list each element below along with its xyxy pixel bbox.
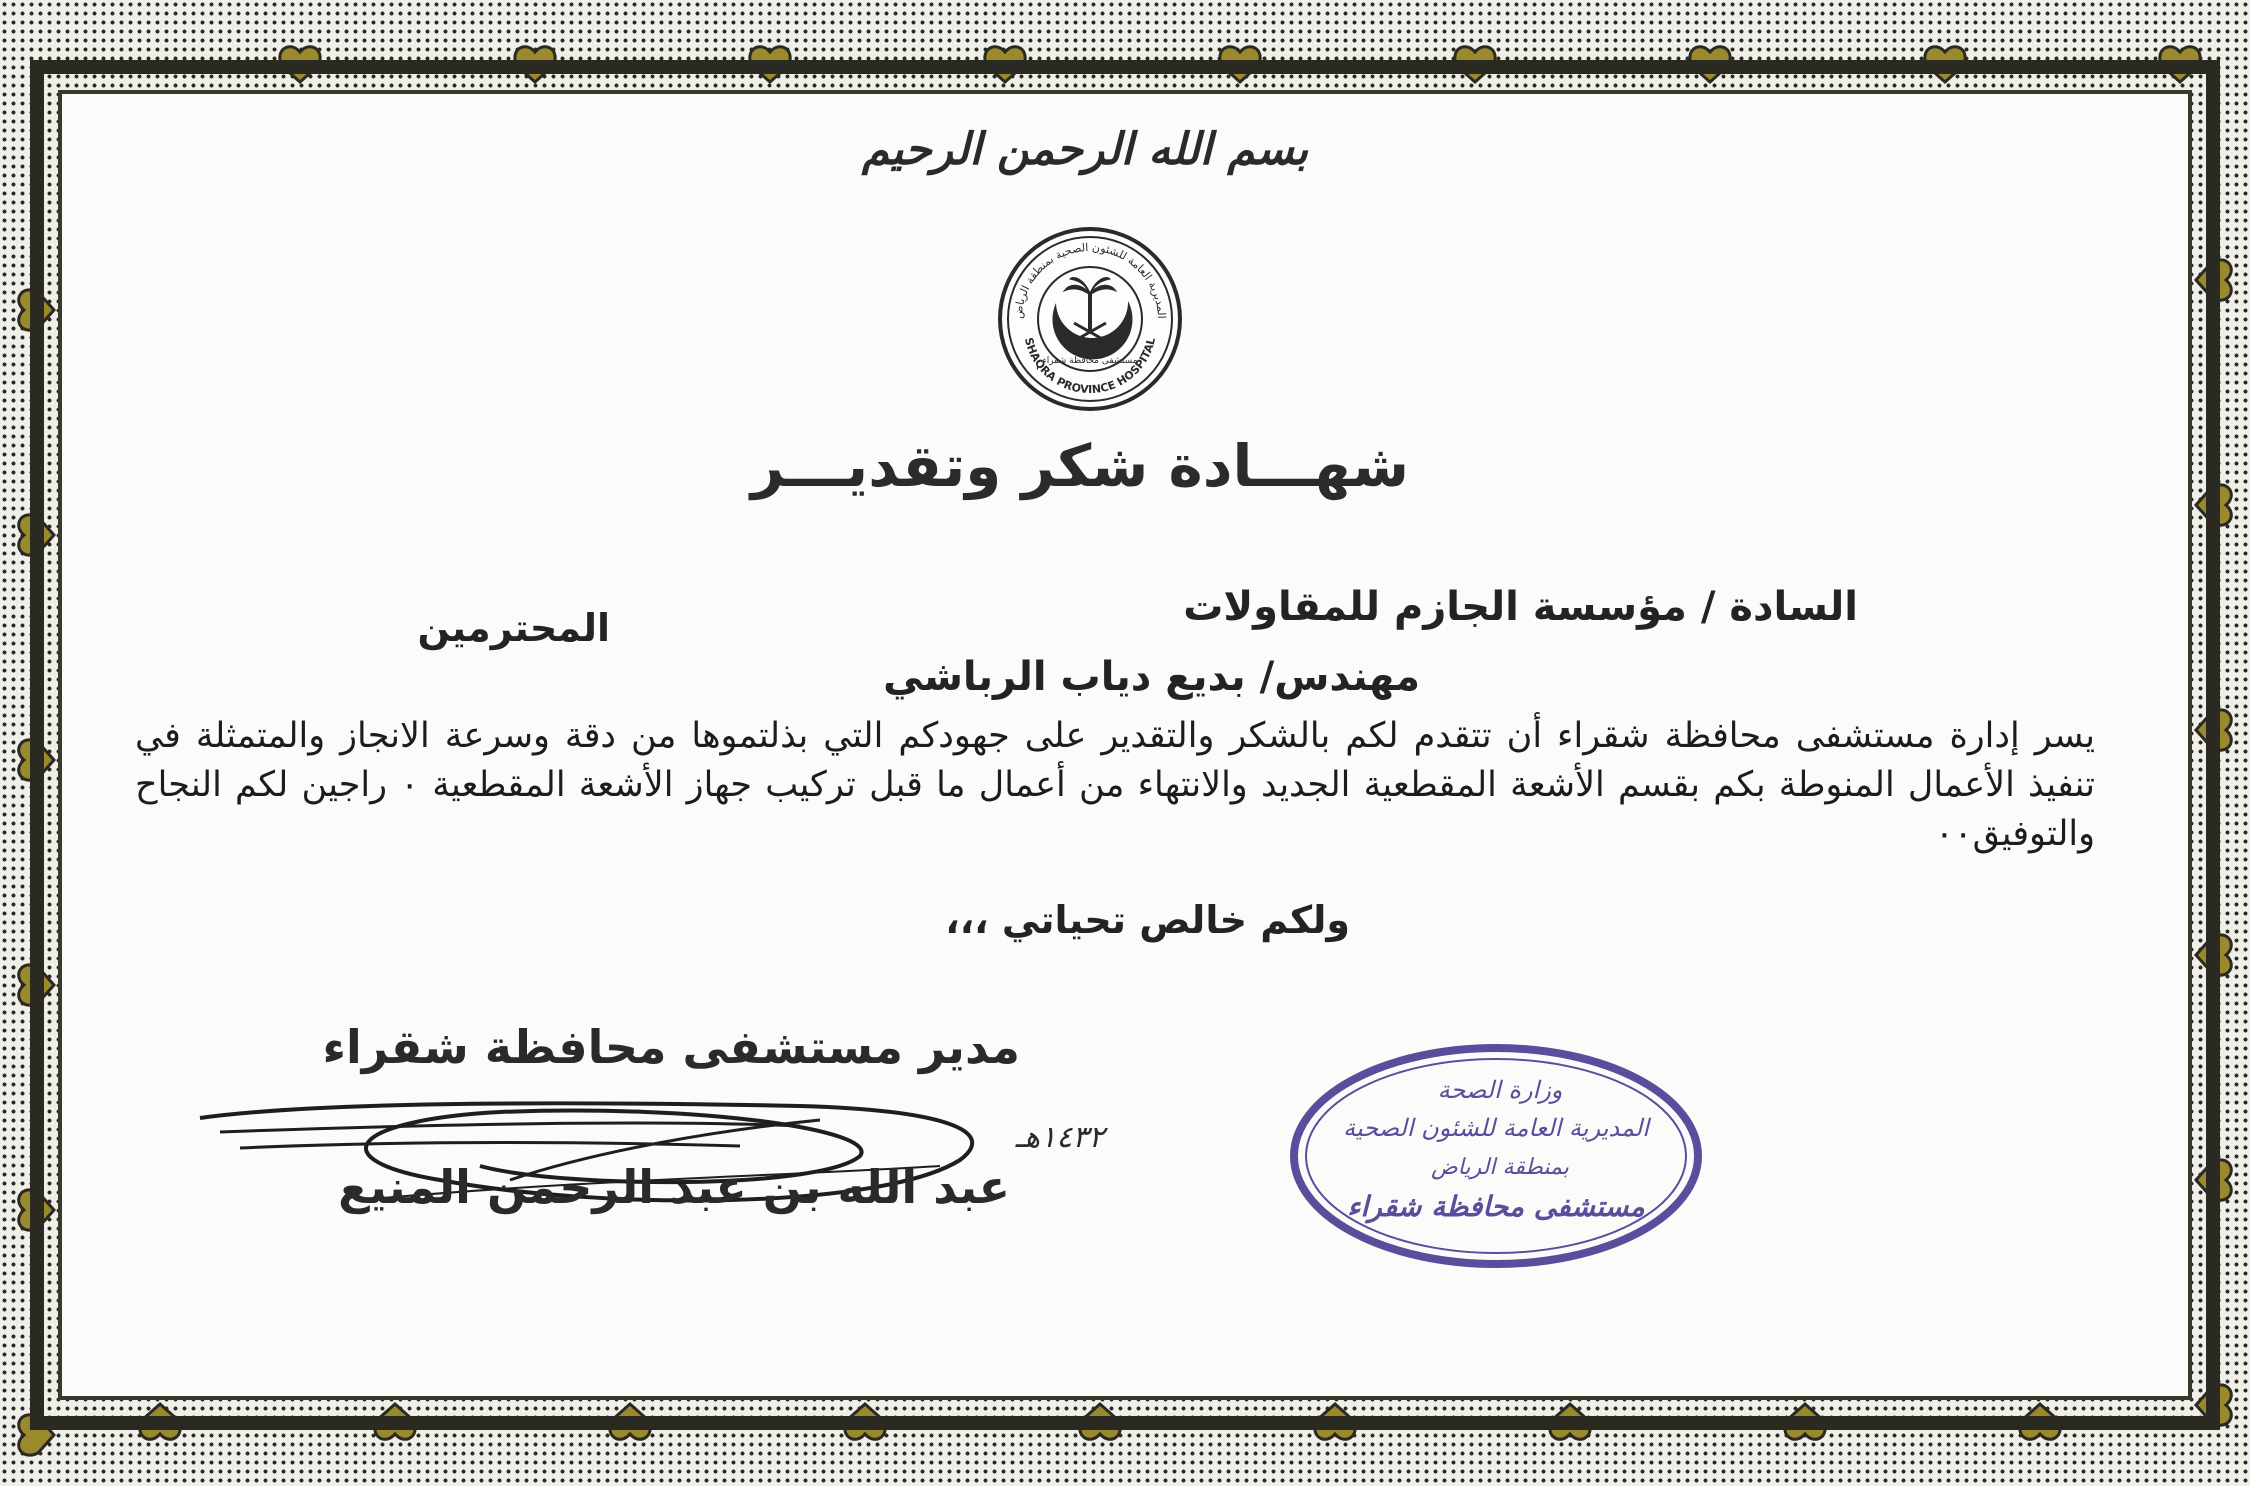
emblem-bottom-text: SHAQRA PROVINCE HOSPITAL — [1021, 336, 1158, 397]
hospital-emblem — [994, 223, 1186, 415]
certificate-body: يسر إدارة مستشفى محافظة شقراء أن تتقدم لكم بالشكر والتقدير على جهودكم التي بذلتموها من دقة وسرعة الانجاز والمتمثلة في تنفيذ الأعمال المنوطة بكم بقسم الأشعة المقطعية الجديد والانتهاء من أعمال ما قبل تركيب جهاز الأشعة المقطعية ٠ راجين لكم النجاح والتوفيق٠٠ — [135, 716, 2095, 854]
stamp-line-1: وزارة الصحة — [1437, 1076, 1563, 1104]
official-stamp — [1286, 1040, 1706, 1272]
stamp-line-3: بمنطقة الرياض — [1431, 1155, 1569, 1180]
stamp-line-2: المديرية العامة للشئون الصحية — [1343, 1114, 1649, 1142]
emblem-center-text: مستشفى محافظة شقراء — [1042, 356, 1138, 366]
signatory-title: مدير مستشفى محافظة شقراء — [322, 1020, 1020, 1074]
addressee-line: السادة / مؤسسة الجازم للمقاولات — [1183, 584, 1858, 630]
basmala-heading: بسم الله الرحمن الرحيم — [861, 123, 1309, 175]
engineer-line: مهندس/ بديع دياب الرباشي — [883, 654, 1420, 700]
stamp-line-4: مستشفى محافظة شقراء — [1347, 1190, 1645, 1223]
certificate-title: شهـــادة شكر وتقديـــر — [750, 432, 1410, 500]
signatory-name: عبد الله بن عبد الرحمن المنيع — [338, 1160, 1010, 1214]
signature-date: ١٤٣٢هـ — [1015, 1120, 1105, 1155]
emblem-top-text: المديرية العامة للشئون الصحية بمنطقة الرياض — [1011, 240, 1169, 320]
closing-greeting: ولكم خالص تحياتي ،،، — [945, 898, 1350, 942]
honorific: المحترمين — [417, 606, 610, 650]
